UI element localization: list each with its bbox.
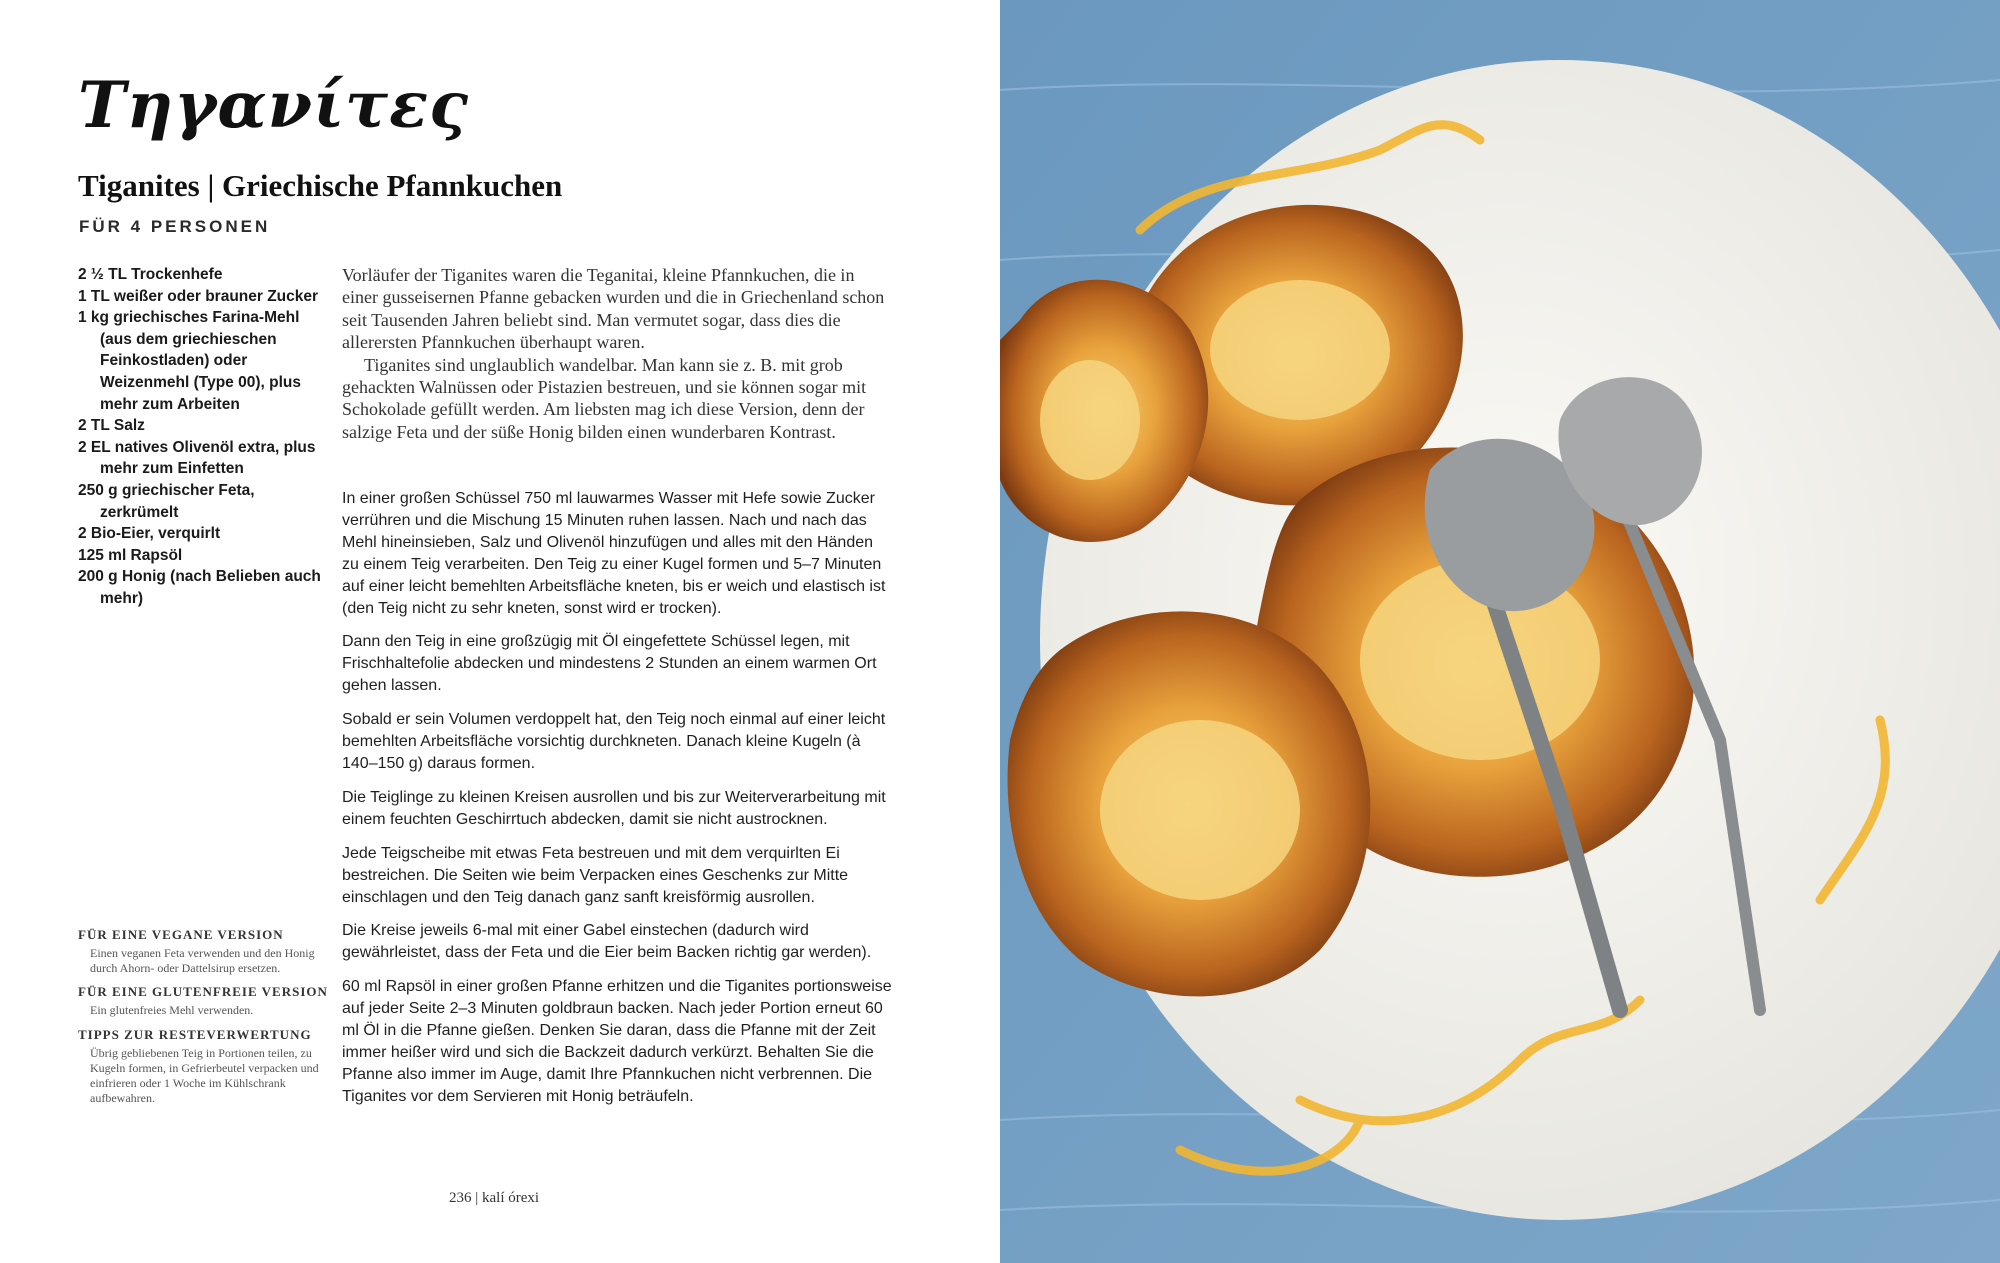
intro-paragraph: Vorläufer der Tiganites waren die Teganitai, kleine Pfannkuchen, die in einer gusseisernen Pfanne gebacken wurden und die in Griechenland schon seit Tausenden Jahren beliebt sind. Man vermutet sogar, dass dies die allerersten Pfannkuchen überhaupt waren. xyxy=(342,265,885,353)
method-steps xyxy=(342,488,894,1120)
tip-vegan xyxy=(78,927,328,976)
tips-sidebar xyxy=(78,927,328,1114)
method-step: 60 ml Rapsöl in einer großen Pfanne erhitzen und die Tiganites portionsweise auf jeder Seite 2–3 Minuten goldbraun backen. Nach jeder Portion erneut 60 ml Öl in die Pfanne gießen. Denken Sie daran, dass die Pfanne mit der Zeit immer heißer wird und sich die Backzeit dadurch verkürzt. Behalten Sie die Pfanne also immer im Auge, damit Ihre Pfannkuchen nicht verbrennen. Die Tiganites vor dem Servieren mit Honig beträufeln. xyxy=(342,978,892,1105)
food-photo xyxy=(1000,0,2000,1263)
ingredient-item: 2 Bio-Eier, verquirlt xyxy=(78,525,221,543)
tip-title: TIPPS ZUR RESTEVERWERTUNG xyxy=(78,1026,312,1042)
ingredient-item: 250 g griechischer Feta, zerkrümelt xyxy=(78,481,255,521)
ingredient-item: 2 ½ TL Trockenhefe xyxy=(78,266,223,283)
ingredient-item: 125 ml Rapsöl xyxy=(78,546,183,564)
tip-body: Einen veganen Feta verwenden und den Honig durch Ahorn- oder Dattelsirup ersetzen. xyxy=(90,946,315,976)
method-step: Dann den Teig in eine großzügig mit Öl eingefettete Schüssel legen, mit Frischhaltefolie abdecken und mindestens 2 Stunden an einem warmen Ort gehen lassen. xyxy=(342,633,877,695)
ingredient-item: 1 kg griechisches Farina-Mehl (aus dem griechieschen Feinkostladen) oder Weizenmehl (Type 00), plus mehr zum Arbeiten xyxy=(78,309,301,413)
recipe-subtitle: Tiganites | Griechische Pfannkuchen xyxy=(78,168,563,203)
tip-body: Ein glutenfreies Mehl verwenden. xyxy=(90,1003,254,1018)
tip-leftovers xyxy=(78,1027,328,1107)
tip-glutenfree xyxy=(78,984,328,1018)
method-step: Jede Teigscheibe mit etwas Feta bestreuen und mit dem verquirlten Ei bestreichen. Die Seiten wie beim Verpacken eines Geschenks zur Mitte einschlagen und den Teig danach ganz sanft kreisförmig ausrollen. xyxy=(342,844,849,906)
method-step: Die Kreise jeweils 6-mal mit einer Gabel einstechen (dadurch wird gewährleistet, dass der Feta und die Eier beim Backen richtig gar werden). xyxy=(342,922,872,962)
method-step: Sobald er sein Volumen verdoppelt hat, den Teig noch einmal auf einer leicht bemehlten Arbeitsfläche vorsichtig durchkneten. Danach kleine Kugeln (à 140–150 g) daraus formen. xyxy=(342,711,886,772)
tip-title: FÜR EINE GLUTENFREIE VERSION xyxy=(78,984,328,1000)
ingredient-item: 2 TL Salz xyxy=(78,417,145,435)
intro-paragraph: Tiganites sind unglaublich wandelbar. Man kann sie z. B. mit grob gehackten Walnüssen oder Pistazien bestreuen, und sie können sogar mit Schokolade gefüllt werden. Am liebsten mag ich diese Version, denn der salzige Feta und der süße Honig bilden einen wunderbaren Kontrast. xyxy=(342,354,867,442)
method-step: Die Teiglinge zu kleinen Kreisen ausrollen und bis zur Weiterverarbeitung mit einem feuchten Geschirrtuch abdecken, damit sie nicht austrocknen. xyxy=(342,788,886,828)
method-step: In einer großen Schüssel 750 ml lauwarmes Wasser mit Hefe sowie Zucker verrühren und die Mischung 15 Minuten ruhen lassen. Nach und nach das Mehl hineinsieben, Salz und Olivenöl hinzufügen und alles mit den Händen zu einem Teig verarbeiten. Den Teig zu einer Kugel formen und 5–7 Minuten auf einer leicht bemehlten Arbeitsfläche kneten, bis er weich und elastisch ist (den Teig nicht zu sehr kneten, sonst wird er trocken). xyxy=(342,490,886,617)
ingredient-item: 200 g Honig (nach Belieben auch mehr) xyxy=(78,568,321,607)
ingredient-item: 1 TL weißer oder brauner Zucker xyxy=(78,287,319,305)
intro-text xyxy=(342,264,894,443)
ingredient-list xyxy=(78,264,328,610)
tip-body: Übrig gebliebenen Teig in Portionen teilen, zu Kugeln formen, in Gefrierbeutel verpacken und einfrieren oder 1 Woche im Kühlschrank aufbewahren. xyxy=(90,1045,319,1106)
recipe-title-greek: Τηγανίτες xyxy=(78,68,469,143)
pancakes-illustration xyxy=(1000,0,2000,1263)
servings-label: FÜR 4 PERSONEN xyxy=(79,217,271,236)
page-footer: 236 | kalí órexi xyxy=(449,1190,540,1206)
ingredient-item: 2 EL natives Olivenöl extra, plus mehr zum Einfetten xyxy=(78,438,316,478)
tip-title: FÜR EINE VEGANE VERSION xyxy=(78,927,284,942)
